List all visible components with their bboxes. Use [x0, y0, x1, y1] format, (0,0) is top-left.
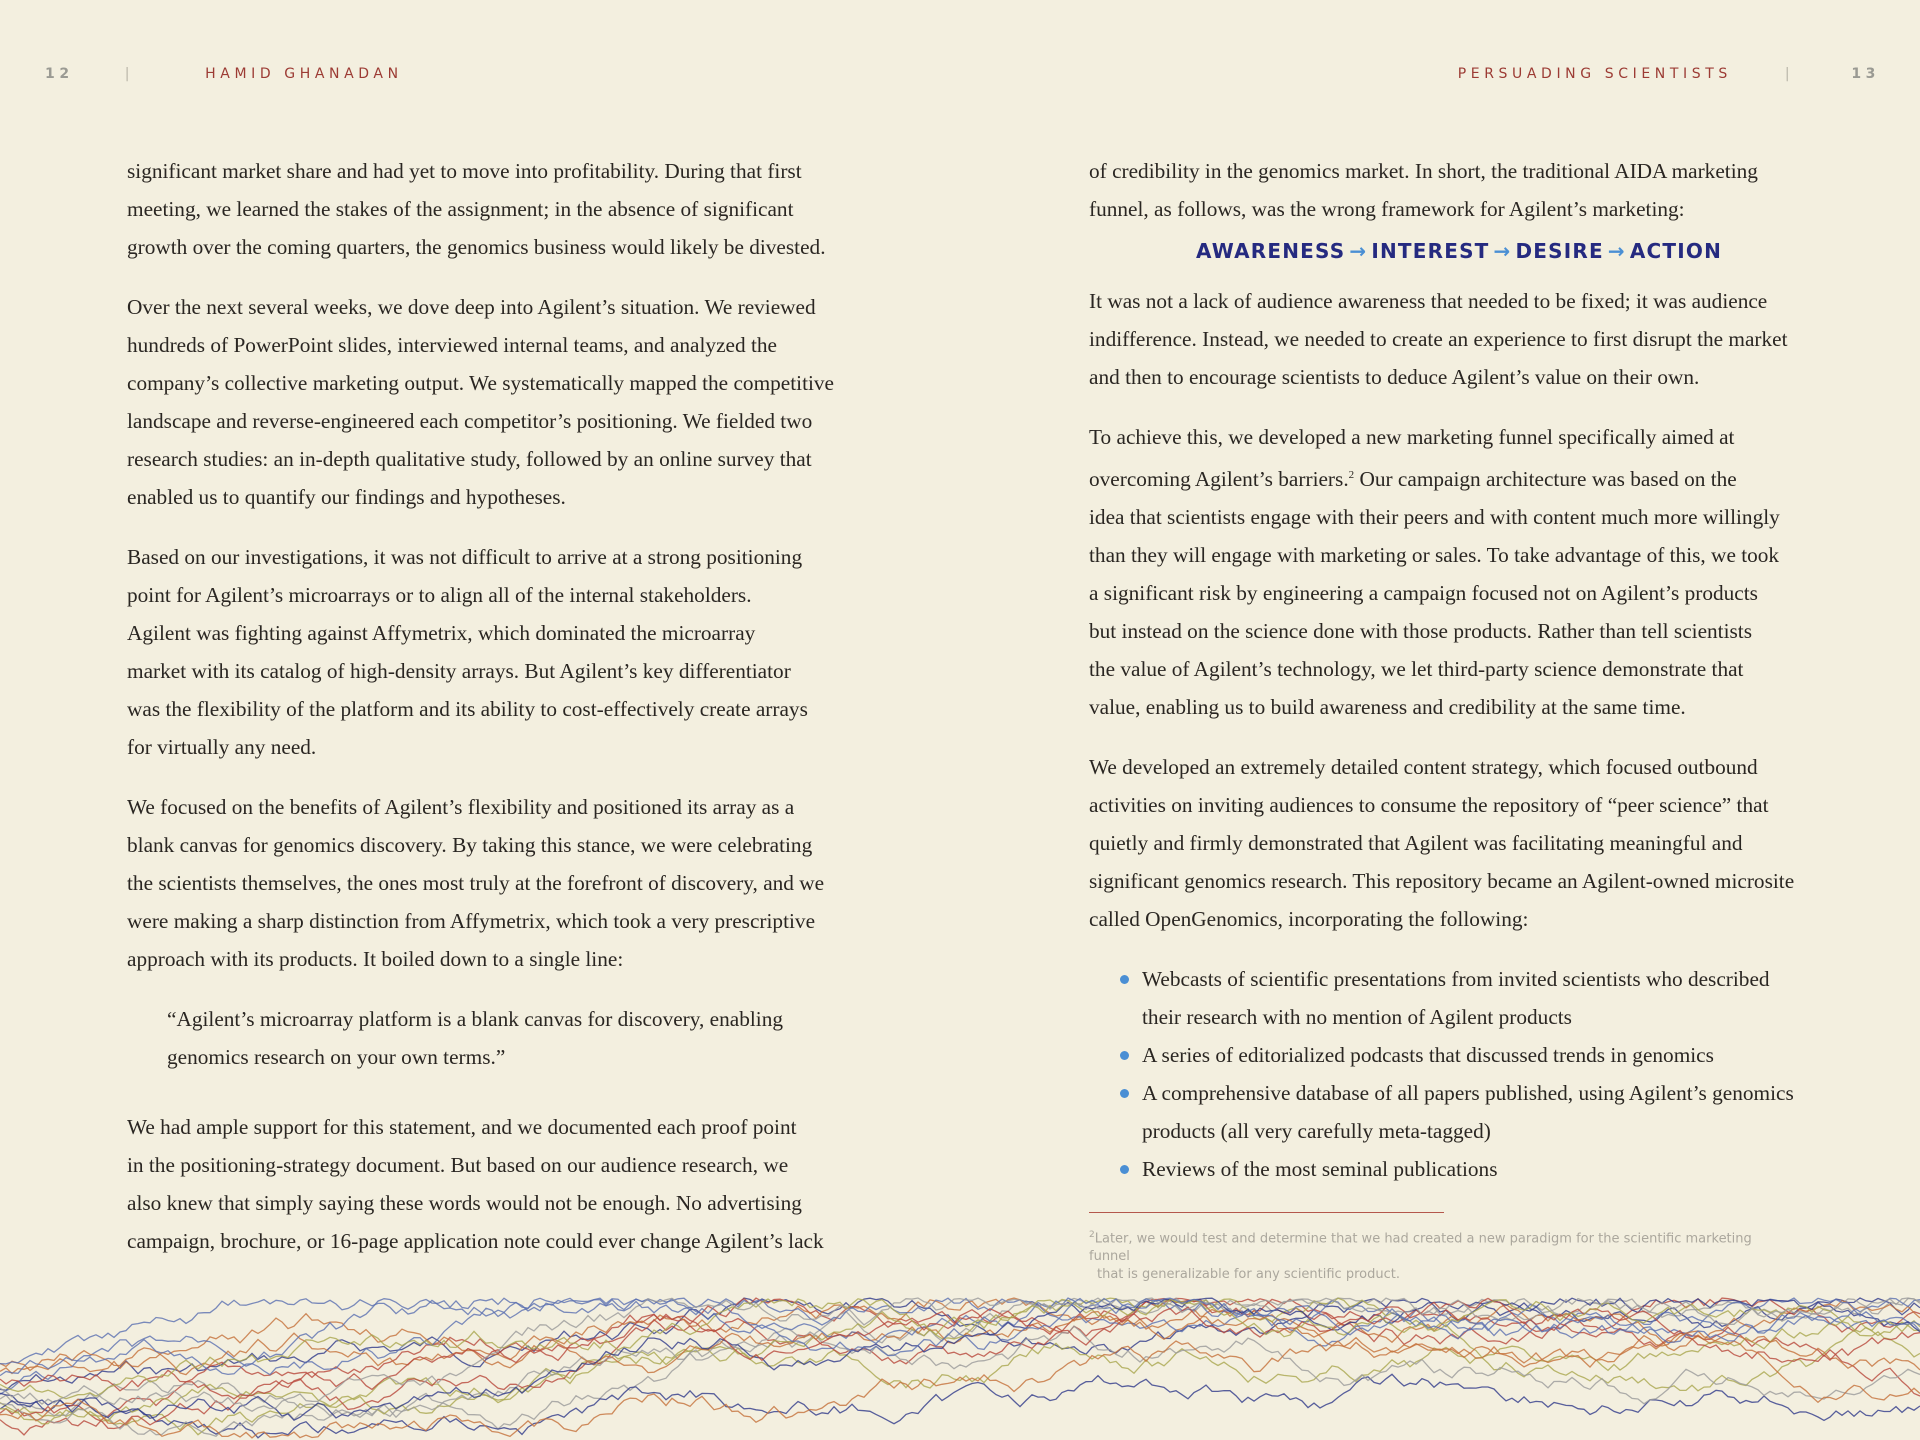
bullet-icon — [1120, 1051, 1129, 1060]
paragraph: Over the next several weeks, we dove deep into Agilent’s situation. We reviewed hundreds of PowerPoint slides, interviewed internal teams, and analyzed the company’s collective marketing output. We systematically mapped the competitive landscape and reverse-engineered each competitor’s positioning. We fielded two research studies: an in-depth qualitative study, followed by an online survey that enabled us to quantify our findings and hypotheses. — [127, 295, 834, 509]
funnel-step: INTEREST — [1371, 239, 1490, 263]
paragraph: We focused on the benefits of Agilent’s flexibility and positioned its array as a blank canvas for genomics discovery. By taking this stance, we were celebrating the scientists themselves, the ones most truly at the forefront of discovery, and we were making a sharp distinction from Affymetrix, which took a very prescriptive approach with its products. It boiled down to a single line: — [127, 795, 825, 971]
header-separator: | — [124, 66, 135, 82]
paragraph: Based on our investigations, it was not difficult to arrive at a strong positioning point for Agilent’s microarrays or to align all of the internal stakeholders. Agilent was fighting against Affymetrix, which dominated the microarray market with its catalog of high-density arrays. But Agilent’s key differentiator was the flexibility of the platform and its ability to cost-effectively create arrays for virtually any need. — [127, 545, 808, 759]
paragraph: We had ample support for this statement, and we documented each proof point in the positioning-strategy document. But based on our audience research, we also knew that simply saying these words would not be enough. No advertising campaign, brochure, or 16-page application note could ever change Agilent’s lack — [127, 1115, 824, 1253]
aida-funnel — [1089, 232, 1829, 270]
footnote-mark: 2 — [1089, 1230, 1095, 1240]
list-item: A series of editorialized podcasts that discussed trends in genomics — [1142, 1036, 1829, 1074]
left-page-header — [45, 66, 445, 90]
left-page-body — [127, 152, 867, 1282]
list-item: Webcasts of scientific presentations from invited scientists who described their research with no mention of Agilent products — [1142, 960, 1829, 1036]
paragraph: significant market share and had yet to move into profitability. During that first meeting, we learned the stakes of the assignment; in the absence of significant growth over the coming quarters, the genomics business would likely be divested. — [127, 159, 826, 259]
funnel-step: ACTION — [1629, 239, 1723, 263]
left-page-number: 12 — [45, 66, 74, 82]
bullet-icon — [1120, 1089, 1129, 1098]
paragraph: We developed an extremely detailed content strategy, which focused outbound activities on inviting audiences to consume the repository of “peer science” that quietly and firmly demonstrated that Agilent was facilitating meaningful and significant genomics research. This repository became an Agilent-owned microsite called OpenGenomics, incorporating the following: — [1089, 755, 1795, 932]
list-item: Reviews of the most seminal publications — [1142, 1150, 1829, 1188]
footnote-text: that is generalizable for any scientific product. — [1097, 1267, 1400, 1283]
footnote-text: Later, we would test and determine that we had created a new paradigm for the scientific marketing funnel — [1089, 1231, 1752, 1265]
footnote — [1089, 1226, 1789, 1284]
right-page-body — [1089, 152, 1829, 1188]
decorative-wave-line — [0, 1298, 1920, 1424]
list-item: A comprehensive database of all papers published, using Agilent’s genomics products (all very carefully meta-tagged) — [1142, 1074, 1829, 1150]
paragraph: To achieve this, we developed a new marketing funnel specifically aimed at overcoming Agilent’s barriers.$^2$ Our campaign architecture was based on the idea that scientists engage with their peers and with content much more willingly than they will engage with marketing or sales. To take advantage of this, we took a significant risk by engineering a campaign focused not on Agilent’s products but instead on the science done with those products. Rather than tell scientists the value of Agilent’s technology, we let third-party science demonstrate that value, enabling us to build awareness and credibility at the same time. — [1089, 425, 1780, 720]
funnel-step: DESIRE — [1515, 239, 1604, 263]
right-page-header — [1420, 66, 1880, 90]
right-running-head: PERSUADING SCIENTISTS — [1457, 66, 1732, 82]
footnote-rule — [1089, 1212, 1444, 1213]
bullet-icon — [1120, 975, 1129, 984]
decorative-wave-lines — [0, 1290, 1920, 1440]
arrow-right-icon: → — [1349, 239, 1368, 263]
arrow-right-icon: → — [1607, 239, 1626, 263]
right-page-number: 13 — [1851, 66, 1880, 82]
bullet-icon — [1120, 1165, 1129, 1174]
arrow-right-icon: → — [1493, 239, 1512, 263]
funnel-step: AWARENESS — [1195, 239, 1346, 263]
header-separator: | — [1784, 66, 1795, 82]
bullet-list — [1089, 960, 1829, 1188]
left-running-head: HAMID GHANADAN — [205, 66, 403, 82]
paragraph: It was not a lack of audience awareness that needed to be fixed; it was audience indifference. Instead, we needed to create an experience to first disrupt the market and then to encourage scientists to deduce Agilent’s value on their own. — [1089, 289, 1788, 389]
blockquote: “Agilent’s microarray platform is a blank canvas for discovery, enabling genomics research on your own terms.” — [167, 1007, 784, 1069]
footnote-reference: 2 — [1348, 469, 1355, 481]
decorative-wave-line — [0, 1298, 1920, 1364]
paragraph: of credibility in the genomics market. In short, the traditional AIDA marketing funnel, as follows, was the wrong framework for Agilent’s marketing: — [1089, 159, 1758, 221]
